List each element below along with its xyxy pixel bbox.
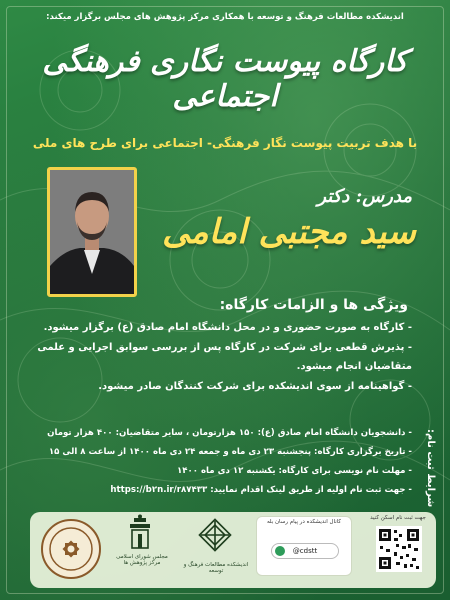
organizers-line: اندیشکده مطالعات فرهنگ و توسعه با همکاری مرکز پژوهش های مجلس برگزار میکند: [46,12,404,22]
qr-code-icon[interactable] [376,526,422,572]
requirement-item: - کارگاه به صورت حضوری و در محل دانشگاه امام صادق (ع) برگزار میشود. [43,322,412,333]
requirements-title: ویژگی ها و الزامات کارگاه: [219,297,408,313]
instructor-name: سید مجتبی امامی [162,212,416,252]
registration-item: - تاریخ برگزاری کارگاه: پنجشنبه ۲۳ دی ماه و جمعه ۲۴ دی ماه ۱۴۰۰ از ساعت ۸ الی ۱۵ [48,446,412,457]
majlis-logo-icon [122,514,158,554]
university-seal-icon [40,518,102,580]
channel-handle-button[interactable] [271,543,339,559]
registration-label: شرایط ثبت نام: [425,428,436,508]
workshop-title: کارگاه پیوست نگاری فرهنگی اجتماعی [42,44,408,114]
chat-icon [275,546,285,556]
qr-caption: جهت ثبت نام اسکن کنید [370,515,426,521]
registration-list [18,424,412,500]
institute-logo-label: اندیشکده مطالعات فرهنگ و توسعه [183,562,249,574]
registration-item: - دانشجویان دانشگاه امام صادق (ع): ۱۵۰ هزارتومان ، سایر متقاضیان: ۴۰۰ هزار تومان [47,428,412,438]
channel-caption: کانال اندیشکده در پیام رسان بله [266,519,342,525]
registration-item: - مهلت نام نویسی برای کارگاه: یکشنبه ۱۲ دی ماه ۱۴۰۰ [176,465,412,476]
channel-handle: @cdstt [292,547,318,555]
workshop-subtitle: با هدف تربیت پیوست نگار فرهنگی- اجتماعی برای طرح های ملی [32,136,418,150]
institute-logo-icon [190,516,240,560]
portrait-illustration [50,170,134,294]
channel-box [256,516,352,576]
instructor-label: مدرس: دکتر [317,186,412,207]
majlis-logo-label: مجلس شورای اسلامی مرکز پژوهش ها [116,554,168,566]
registration-link[interactable]: - جهت ثبت نام اولیه از طریق لینک اقدام نمایید: https://b۲n.ir/r۸۷۴۳۳ [110,484,412,495]
instructor-photo [47,167,137,297]
footer-panel [30,512,436,588]
requirements-list [18,318,412,396]
requirement-item: - پذیرش قطعی برای شرکت در کارگاه پس از بررسی سوابق اجرایی و علمی متقاضیان انجام میشود. [37,341,412,372]
requirement-item: - گواهینامه از سوی اندیشکده برای شرکت کنندگان صادر میشود. [98,380,412,392]
